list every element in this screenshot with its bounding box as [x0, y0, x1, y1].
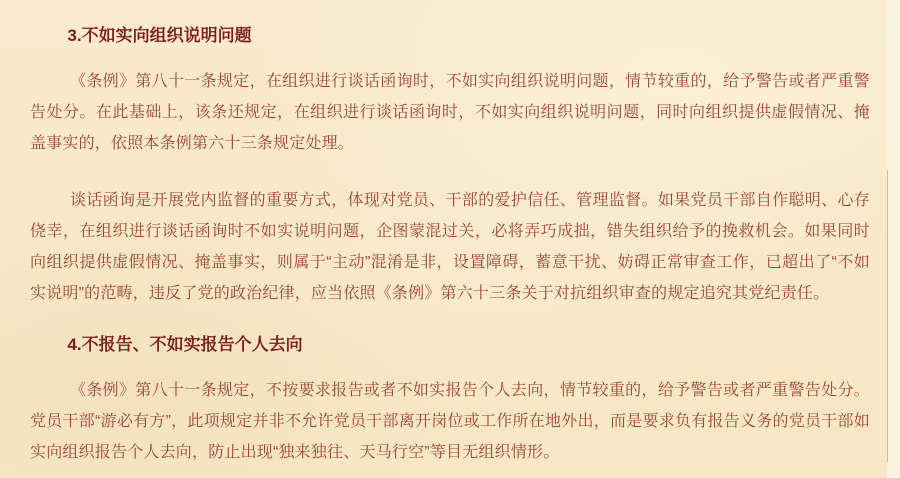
- page-edge-divider: [887, 170, 888, 462]
- paragraph: 谈话函询是开展党内监督的重要方式，体现对党员、干部的爱护信任、管理监督。如果党员干部自作聪明、心存侥幸，在组织进行谈话函询时不如实说明问题，企图蒙混过关，必将弄巧成拙，错失组织给予的挽救机会。如果同时向组织提供虚假情况、掩盖事实，则属于“主动”混淆是非，设置障碍，蓄意干扰、妨碍正常审查工作，已超出了“不如实说明”的范畴，违反了党的政治纪律，应当依照《条例》第六十三条关于对抗组织审查的规定追究其党纪责任。: [30, 192, 870, 302]
- section-heading-4: 4.不报告、不如实报告个人去向: [67, 335, 303, 354]
- section-heading-3: 3.不如实向组织说明问题: [67, 26, 252, 45]
- page-edge-strip: [887, 0, 900, 478]
- paragraph: 《条例》第八十一条规定，不按要求报告或者不如实报告个人去向，情节较重的，给予警告或者严重警告处分。党员干部“游必有方”，此项规定并非不允许党员干部离开岗位或工作所在地外出，而是要求负有报告义务的党员干部如实向组织报告个人去向，防止出现“独来独往、天马行空”等目无组织情形。: [30, 382, 870, 461]
- paragraph: 《条例》第八十一条规定，在组织进行谈话函询时，不如实向组织说明问题，情节较重的，给予警告或者严重警告处分。在此基础上，该条还规定，在组织进行谈话函询时，不如实向组织说明问题，同时向组织提供虚假情况、掩盖事实的，依照本条例第六十三条规定处理。: [30, 73, 870, 152]
